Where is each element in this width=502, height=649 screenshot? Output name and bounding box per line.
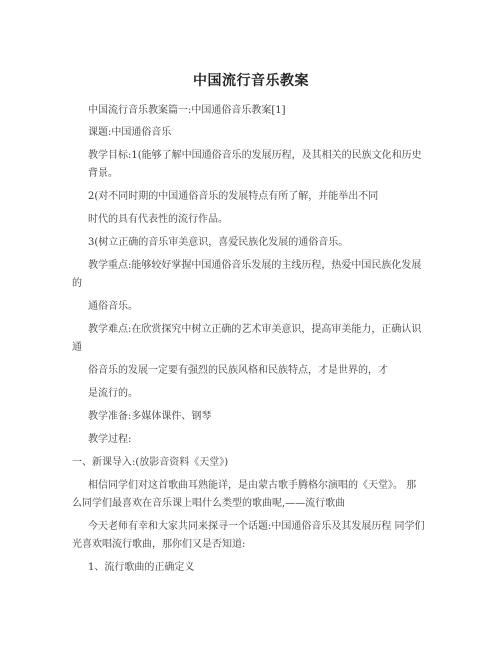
document-title: 中国流行音乐教案 [193, 73, 309, 89]
text-line: 中国流行音乐教案篇一:中国通俗音乐教案[1] [88, 105, 286, 116]
text-line: 教学重点:能够较好掌握中国通俗音乐发展的主线历程，热爱中国民族化发展 [88, 260, 422, 271]
text-line: 课题:中国通俗音乐 [88, 127, 172, 138]
text-line: 么同学们最喜欢在音乐课上唱什么类型的歌曲呢,——流行歌曲 [72, 498, 346, 509]
text-line: 教学目标:1(能够了解中国通俗音乐的发展历程，及其相关的民族文化和历史 [88, 150, 422, 161]
text-line: 教学准备:多媒体课件、钢琴 [88, 411, 212, 422]
text-line: 一、新课导入:(放影音资料《天堂》) [72, 457, 229, 468]
text-line: 通 [72, 342, 82, 353]
text-line: 1、流行歌曲的正确定义 [88, 562, 195, 573]
text-line: 背景。 [88, 168, 118, 179]
text-line: 今天老师有幸和大家共同来探寻一个话题:中国通俗音乐及其发展历程 同学们 [88, 521, 425, 532]
text-line: 光喜欢唱流行歌曲，那你们又是否知道: [72, 539, 246, 550]
text-line: 俗音乐的发展一定要有强烈的民族风格和民族特点，才是世界的，才 [88, 365, 388, 376]
text-line: 是流行的。 [88, 388, 138, 399]
text-line: 教学难点:在欣赏探究中树立正确的艺术审美意识，提高审美能力，正确认识 [88, 324, 422, 335]
text-line: 时代的具有代表性的流行作品。 [88, 214, 228, 225]
text-line: 3(树立正确的音乐审美意识，喜爱民族化发展的通俗音乐。 [88, 237, 349, 248]
text-line: 2(对不同时期的中国通俗音乐的发展特点有所了解，并能举出不同 [88, 191, 379, 202]
text-line: 相信同学们对这首歌曲耳熟能详，是由蒙古歌手腾格尔演唱的《天堂》。 那 [88, 480, 417, 491]
text-line: 教学过程: [88, 434, 132, 445]
text-line: 的 [72, 278, 82, 289]
text-line: 通俗音乐。 [88, 301, 138, 312]
